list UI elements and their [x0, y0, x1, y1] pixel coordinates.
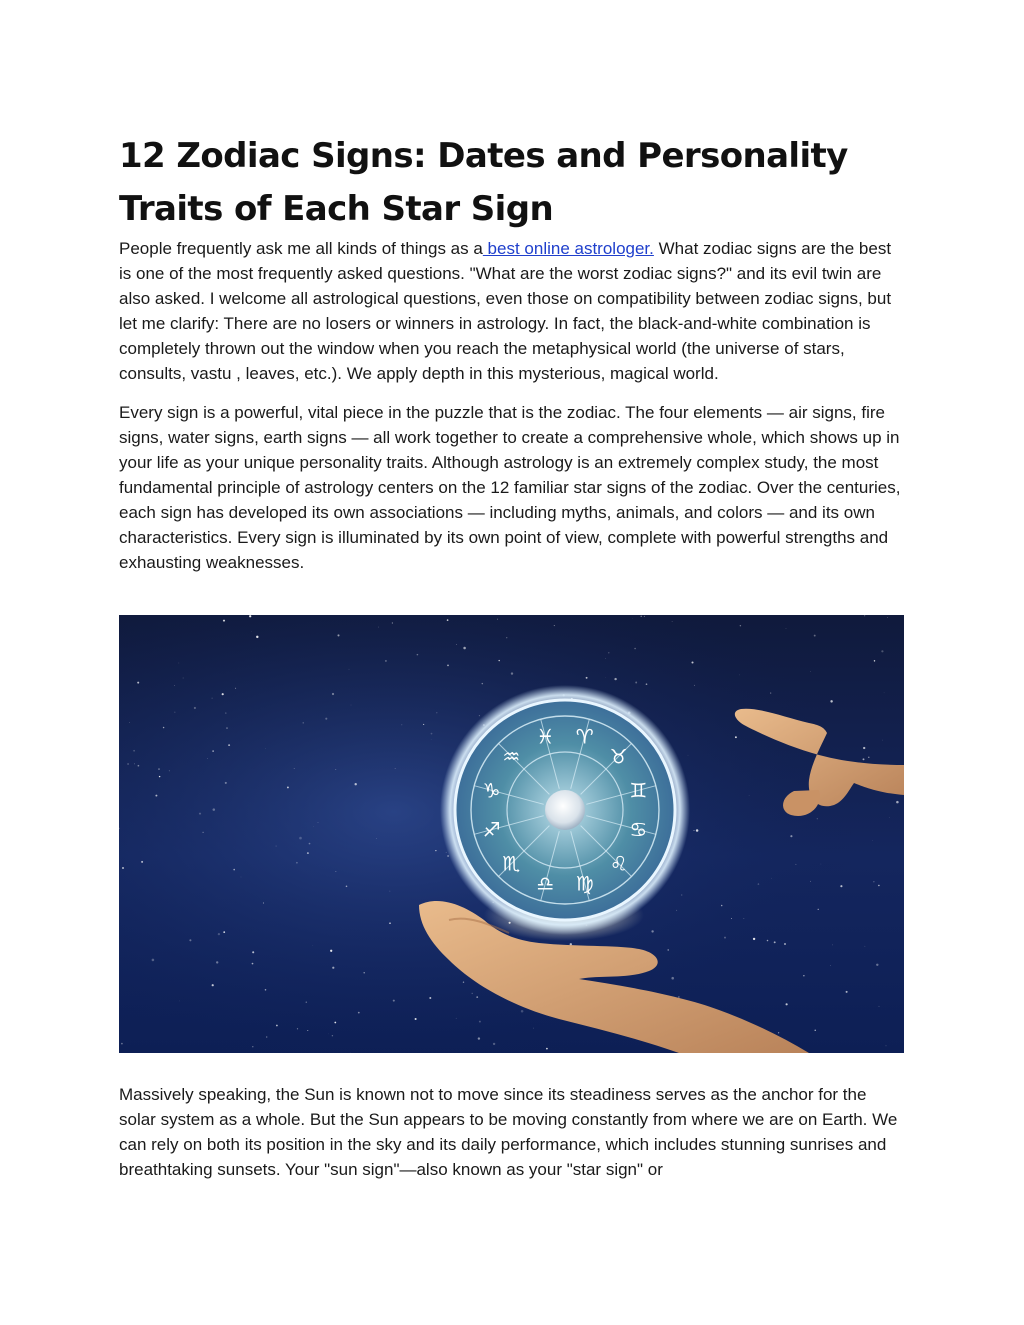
star [586, 677, 588, 679]
zodiac-glyph: ♍ [575, 871, 594, 896]
star [207, 758, 208, 759]
star [226, 727, 228, 729]
moon-center [545, 790, 585, 830]
star [133, 750, 135, 752]
star [608, 652, 609, 653]
star [810, 671, 811, 672]
star [731, 918, 732, 919]
star [817, 818, 818, 819]
star [122, 867, 124, 869]
star [417, 654, 419, 656]
star [276, 1025, 278, 1027]
star [330, 950, 332, 952]
star [896, 801, 899, 804]
star [334, 1022, 336, 1024]
star [138, 765, 140, 767]
star [228, 744, 230, 746]
star [482, 683, 483, 684]
intro-paragraph [119, 236, 905, 386]
star [218, 933, 220, 935]
star [651, 930, 653, 932]
star [332, 693, 334, 695]
intro-text-before-link: People frequently ask me all kinds of things as a [119, 239, 483, 258]
star [233, 869, 235, 871]
star [479, 715, 480, 716]
star [355, 783, 357, 785]
star [691, 661, 693, 663]
zodiac-orb [440, 685, 690, 935]
star [739, 675, 740, 676]
star [241, 877, 242, 878]
star [446, 852, 447, 853]
star [389, 922, 391, 924]
star [158, 769, 159, 770]
star [392, 623, 393, 624]
zodiac-glyph: ♓ [536, 724, 555, 749]
star [521, 1010, 524, 1013]
star [332, 1035, 333, 1036]
star [832, 945, 833, 946]
star [401, 724, 402, 725]
star [252, 963, 254, 965]
best-online-astrologer-link[interactable]: best online astrologer. [482, 239, 654, 258]
star [393, 1000, 395, 1002]
star [533, 1028, 534, 1029]
star [252, 951, 254, 953]
star [251, 631, 252, 632]
star [478, 1037, 480, 1039]
star [873, 881, 874, 882]
star [423, 724, 424, 725]
star [554, 625, 555, 626]
star [429, 997, 431, 999]
star [784, 943, 786, 945]
star [212, 698, 213, 699]
star [363, 972, 364, 973]
star [178, 663, 179, 664]
star [721, 905, 723, 907]
star [431, 733, 433, 735]
star [810, 881, 811, 882]
star [194, 707, 196, 709]
star [309, 843, 311, 845]
star [678, 996, 679, 997]
star [141, 861, 143, 863]
star [740, 625, 741, 626]
star [137, 682, 139, 684]
star [252, 1046, 253, 1047]
zodiac-glyph: ♐ [482, 817, 501, 842]
star [887, 617, 888, 618]
zodiac-glyph: ♊ [629, 778, 648, 803]
star [175, 712, 176, 713]
star [879, 1006, 880, 1007]
zodiac-glyph: ♈ [575, 724, 594, 749]
page-title: 12 Zodiac Signs: Dates and Personality Traits of Each Star Sign [119, 136, 848, 229]
star [276, 846, 277, 847]
star [646, 683, 648, 685]
star [863, 758, 865, 760]
star [307, 852, 309, 854]
star [803, 975, 804, 976]
star [376, 838, 377, 839]
zodiac-wheel-image [119, 615, 904, 1053]
star [472, 993, 473, 994]
star [183, 678, 184, 679]
star [497, 619, 498, 620]
star [770, 693, 771, 694]
star [694, 685, 695, 686]
star [303, 722, 304, 723]
star [332, 967, 334, 969]
star [337, 634, 339, 636]
star [672, 621, 673, 622]
star [456, 644, 457, 645]
star [225, 782, 227, 784]
star [415, 1018, 417, 1020]
star [635, 682, 637, 684]
star [435, 850, 436, 851]
star [634, 648, 636, 650]
star [325, 718, 327, 720]
star [256, 636, 258, 638]
zodiac-glyph: ♒ [502, 744, 521, 769]
star [753, 938, 755, 940]
star [225, 712, 226, 713]
zodiac-glyph: ♉ [609, 744, 628, 769]
star [436, 712, 437, 713]
star [865, 946, 866, 947]
star [881, 650, 883, 652]
star [266, 1037, 267, 1038]
star [815, 1030, 816, 1031]
star [395, 768, 396, 769]
star [456, 1018, 457, 1019]
star [222, 693, 224, 695]
star [786, 1003, 788, 1005]
star [121, 1043, 123, 1045]
star [169, 770, 170, 771]
star [778, 1032, 779, 1033]
star [335, 769, 336, 770]
star [296, 862, 298, 864]
zodiac-glyph: ♑ [482, 778, 501, 803]
star [878, 885, 879, 886]
zodiac-glyph: ♏ [502, 851, 521, 876]
star [199, 813, 201, 815]
star [864, 615, 865, 616]
star [287, 786, 289, 788]
star [671, 977, 674, 980]
star [677, 910, 678, 911]
star [694, 830, 695, 831]
star [476, 996, 478, 998]
star [882, 740, 883, 741]
star [294, 768, 295, 769]
star [336, 871, 337, 872]
star [312, 945, 313, 946]
star [249, 615, 251, 617]
zodiac-glyph: ♌ [609, 851, 628, 876]
star [163, 727, 165, 729]
star [346, 886, 348, 888]
star [546, 1048, 548, 1050]
star [212, 750, 213, 751]
star [235, 688, 236, 689]
star [830, 965, 831, 966]
star [818, 909, 819, 910]
star [152, 959, 155, 962]
star [189, 939, 191, 941]
star [174, 685, 175, 686]
star [744, 918, 745, 919]
star [127, 763, 129, 765]
star [378, 627, 379, 628]
zodiac-glyph: ♋ [629, 817, 648, 842]
star [498, 660, 499, 661]
star [767, 940, 769, 942]
star [179, 1001, 180, 1002]
star [735, 736, 737, 738]
star [463, 982, 464, 983]
star [479, 1021, 481, 1023]
elements-paragraph: Every sign is a powerful, vital piece in the puzzle that is the zodiac. The four elements — air signs, fire signs, water signs, earth signs — all work together to create a comprehensive whole, which shows up in your life as your unique personality traits. Although astrology is an extremely complex study, the most fundamental principle of astrology centers on the 12 familiar star signs of the zodiac. Over the centuries, each sign has developed its own associations — including myths, animals, and colors — and its own characteristics. Every sign is illuminated by its own point of view, complete with powerful strengths and exhausting weaknesses. [119, 403, 901, 572]
star [447, 619, 449, 621]
star [493, 1043, 495, 1045]
star [614, 678, 616, 680]
star [667, 949, 668, 950]
star [644, 616, 645, 617]
star [447, 665, 449, 667]
star [511, 672, 513, 674]
sun-sign-paragraph: Massively speaking, the Sun is known not to move since its steadiness serves as the anchor for the solar system as a whole. But the Sun appears to be moving constantly from where we are on Earth. We can rely on both its position in the sky and its daily performance, which includes stunning sunrises and breathtaking sunsets. Your "sun sign"—also known as your "star sign" or [119, 1085, 898, 1179]
star [724, 937, 726, 939]
zodiac-glyph: ♎ [536, 871, 555, 896]
star [874, 660, 875, 661]
star [749, 795, 750, 796]
star [159, 776, 160, 777]
star [696, 829, 699, 832]
star [223, 931, 225, 933]
star [605, 658, 606, 659]
star [790, 835, 792, 837]
star [846, 991, 848, 993]
star [681, 895, 682, 896]
star [358, 1012, 360, 1014]
star [299, 837, 302, 840]
star [134, 764, 135, 765]
star [313, 826, 314, 827]
star [216, 961, 218, 963]
star [821, 864, 822, 865]
star [463, 647, 466, 650]
star [306, 1001, 307, 1002]
star [307, 1030, 308, 1031]
star [318, 822, 319, 823]
star [830, 700, 832, 702]
star [155, 795, 157, 797]
star [795, 864, 796, 865]
star [263, 903, 264, 904]
star [758, 883, 760, 885]
star [390, 891, 391, 892]
star [863, 747, 865, 749]
star [886, 1045, 887, 1046]
intro-text-after-link: What zodiac signs are the best is one of the most frequently asked questions. "What are the worst zodiac signs?" and its evil twin are also asked. I welcome all astrological questions, even those on compatibility between zodiac signs, but let me clarify: There are no losers or winners in astrology. In fact, the black-and-white combination is completely thrown out the window when you reach the metaphysical world (the universe of stars, consults, vastu , leaves, etc.). We apply depth in this mysterious, magical world. [119, 239, 892, 383]
star [868, 757, 869, 758]
star [349, 669, 350, 670]
star [212, 984, 214, 986]
star [774, 941, 776, 943]
star [129, 722, 130, 723]
star [876, 964, 878, 966]
star [297, 1028, 298, 1029]
document-page [119, 130, 905, 1182]
star [202, 832, 203, 833]
star [223, 620, 225, 622]
star [884, 692, 885, 693]
star [640, 616, 641, 617]
star [814, 635, 816, 637]
star [265, 989, 267, 991]
star [385, 660, 387, 662]
star [213, 808, 216, 811]
star [840, 885, 842, 887]
star [506, 637, 507, 638]
